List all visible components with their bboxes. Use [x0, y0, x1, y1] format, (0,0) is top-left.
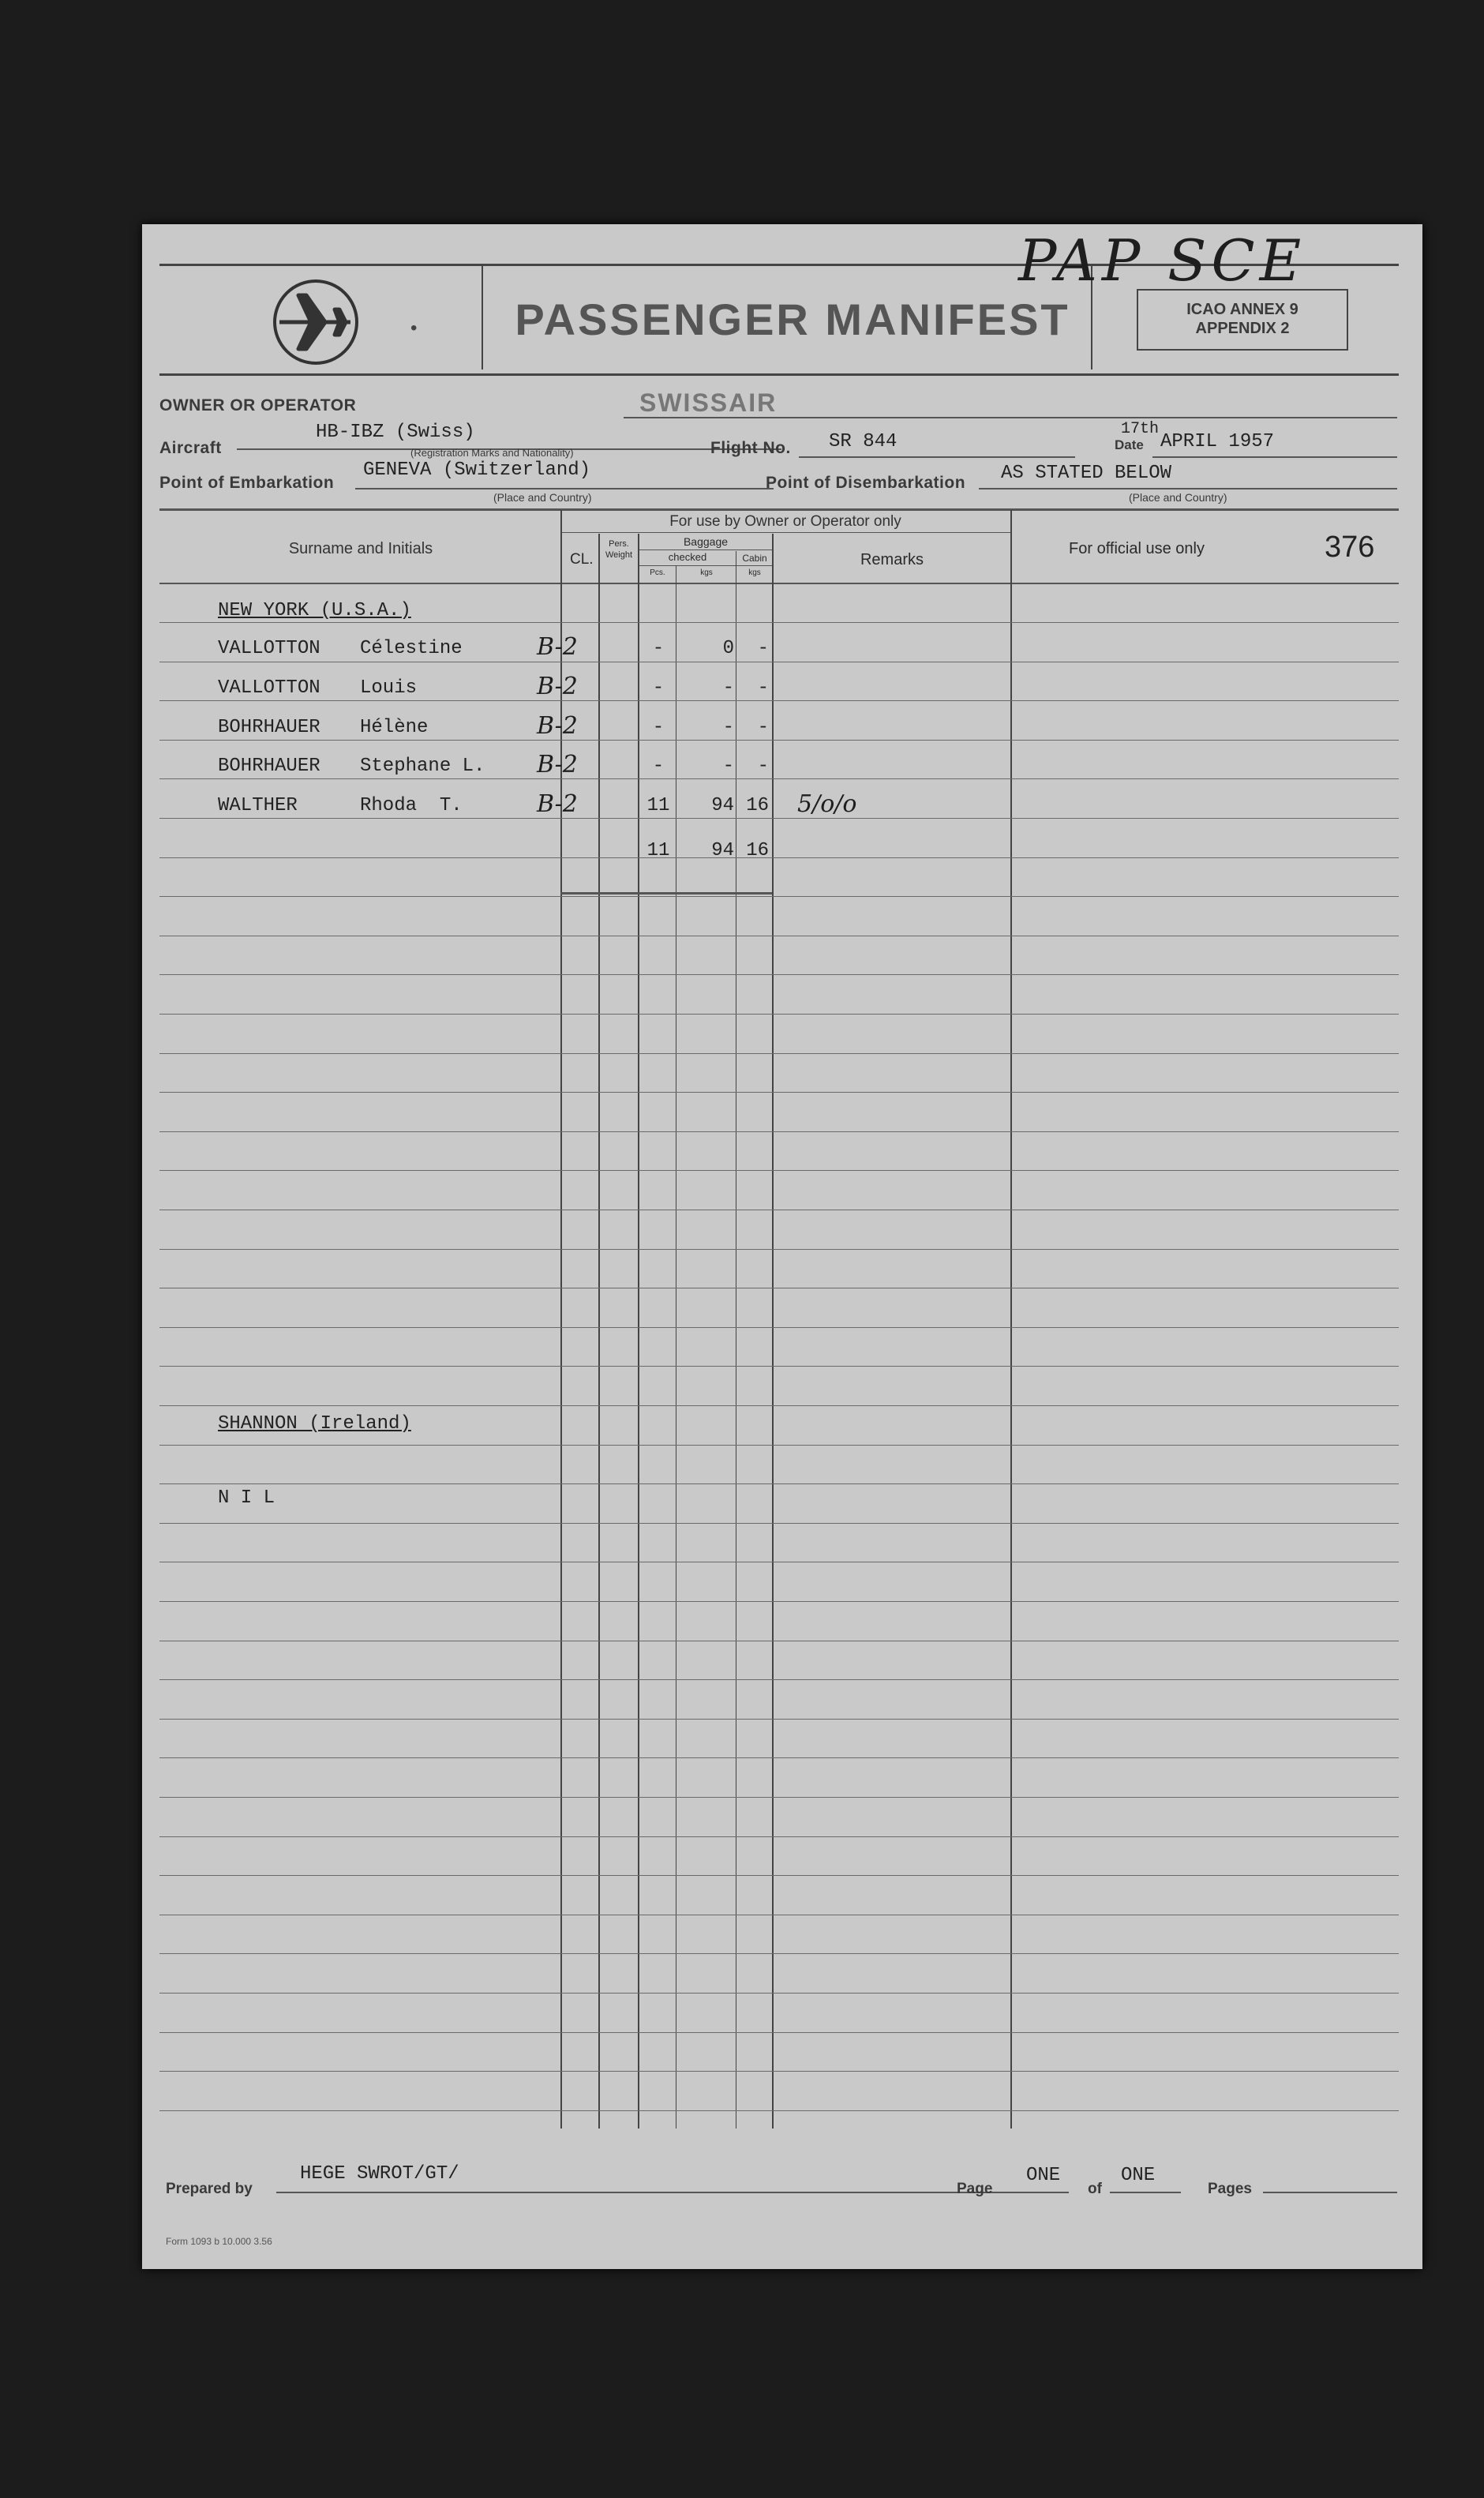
ruled-line — [159, 778, 1399, 779]
ruled-line — [159, 622, 1399, 623]
disembarkation-sublabel: (Place and Country) — [1129, 491, 1227, 504]
owner-label: OWNER OR OPERATOR — [159, 396, 357, 414]
ruled-line — [159, 1523, 1399, 1524]
aircraft-label: Aircraft — [159, 439, 222, 457]
ruled-line — [159, 1014, 1399, 1015]
ruled-line — [159, 1757, 1399, 1758]
flight-value: SR 844 — [829, 431, 898, 452]
ruled-line — [159, 1249, 1399, 1250]
header-pers-weight: Pers. Weight — [605, 539, 633, 560]
header-kgs: kgs — [700, 568, 713, 577]
passenger-surname: VALLOTTON — [218, 638, 320, 659]
date-value: APRIL 1957 — [1160, 431, 1275, 452]
cabin-kgs: 16 — [746, 795, 769, 816]
passenger-surname: BOHRHAUER — [218, 717, 320, 738]
airplane-icon — [272, 278, 360, 366]
cabin-kgs: - — [757, 756, 769, 777]
icao-annex: ICAO ANNEX 9 — [1186, 301, 1298, 318]
baggage-kgs: - — [722, 677, 734, 699]
ruled-line — [159, 1953, 1399, 1954]
of-value: ONE — [1121, 2165, 1156, 2186]
passenger-given-name: Hélène — [360, 717, 429, 738]
baggage-pcs: - — [652, 638, 665, 659]
disembarkation-value: AS STATED BELOW — [1001, 463, 1172, 484]
ruled-line — [159, 1797, 1399, 1798]
form-title: PASSENGER MANIFEST — [515, 294, 1070, 344]
embarkation-label: Point of Embarkation — [159, 474, 335, 492]
ruled-line — [159, 1131, 1399, 1132]
icao-appendix: APPENDIX 2 — [1195, 320, 1290, 337]
ruled-line — [159, 2032, 1399, 2033]
ruled-line — [159, 1875, 1399, 1876]
ruled-line — [159, 1170, 1399, 1171]
baggage-kgs: - — [722, 756, 734, 777]
passenger-given-name: Louis — [360, 677, 418, 699]
class-mark: B-2 — [537, 790, 578, 818]
ruled-line — [159, 1679, 1399, 1680]
manifest-sheet: • PASSENGER MANIFEST ICAO ANNEX 9 APPENDIX 2 PAP SCE OWNER OR OPERATOR SWISSAIR Aircraft HB-IBZ (Swiss) (Registration Marks and Nationality) Flight No. SR 844 17th Date APRIL 1957 Point of Embarkation GENEVA (Switzerland) (Place and Country) Point of Disembarkation AS STATED BELOW (Place and Country) Surname and Initials For use by Owner or Operator only CL. Pers. Weight Baggage checked Cabin Pcs. kgs kgs Remarks For official use only 376 NEW YORK (U.S.A.) VALLOTTON Célestine B-2 - 0 - VALLOTTON Louis B-2 - - - BOHRHAUER Hélène B-2 - - - BOHRHAUER Stephane L. B-2 - - - WALTHER Rhoda T. B-2 11 94 16 5/o/o 11 94 16 SHANNON (Ireland) N I L Prepared by HEGE SWROT/GT/ Page ONE of ONE Pages Form 1093 b 10.000 3.56 — [142, 224, 1422, 2269]
pages-label: Pages — [1208, 2181, 1252, 2197]
passenger-surname: WALTHER — [218, 795, 298, 816]
date-label: Date — [1115, 437, 1144, 452]
header-baggage: Baggage — [683, 535, 729, 548]
official-number: 376 — [1325, 531, 1375, 564]
class-mark: B-2 — [537, 751, 578, 778]
ruled-line — [159, 1601, 1399, 1602]
embarkation-sublabel: (Place and Country) — [493, 491, 592, 504]
cabin-kgs: - — [757, 717, 769, 738]
form-number: Form 1093 b 10.000 3.56 — [166, 2236, 272, 2247]
ruled-line — [159, 2071, 1399, 2072]
baggage-pcs: - — [652, 677, 665, 699]
passenger-given-name: Stephane L. — [360, 756, 485, 777]
ruled-line — [159, 1405, 1399, 1406]
ruled-line — [159, 1483, 1399, 1484]
airline-logo — [272, 278, 360, 366]
total-kgs: 94 — [711, 840, 734, 861]
ruled-line — [159, 1836, 1399, 1837]
ruled-line — [159, 896, 1399, 897]
of-label: of — [1088, 2181, 1102, 2197]
ruled-line — [159, 1327, 1399, 1328]
cabin-kgs: - — [757, 638, 769, 659]
icao-box — [1137, 289, 1348, 351]
header-official: For official use only — [1069, 540, 1205, 557]
flight-label: Flight No. — [710, 439, 791, 457]
total-pcs: 11 — [646, 840, 670, 861]
shannon-note: N I L — [218, 1487, 275, 1509]
header-cabin-kgs: kgs — [748, 568, 761, 577]
prepared-value: HEGE SWROT/GT/ — [300, 2163, 459, 2185]
header-cabin: Cabin — [742, 553, 767, 564]
ruled-line — [159, 818, 1399, 819]
baggage-kgs: 94 — [711, 795, 734, 816]
header-remarks: Remarks — [860, 551, 924, 568]
passenger-given-name: Célestine — [360, 638, 463, 659]
baggage-pcs: - — [652, 717, 665, 738]
baggage-pcs: 11 — [646, 795, 670, 816]
ruled-line — [159, 2110, 1399, 2111]
header-surname: Surname and Initials — [288, 540, 433, 557]
header-pcs: Pcs. — [650, 568, 665, 577]
passenger-given-name: Rhoda T. — [360, 795, 463, 816]
ruled-line — [159, 700, 1399, 701]
prepared-label: Prepared by — [166, 2181, 253, 2197]
ruled-line — [159, 974, 1399, 975]
owner-value: SWISSAIR — [639, 388, 778, 417]
total-cabin: 16 — [746, 840, 769, 861]
handwritten-marks: PAP SCE — [1018, 227, 1306, 294]
baggage-kgs: - — [722, 717, 734, 738]
page-label: Page — [957, 2181, 993, 2197]
embarkation-value: GENEVA (Switzerland) — [363, 459, 591, 481]
header-class: CL. — [570, 551, 594, 568]
ruled-line — [159, 1092, 1399, 1093]
header-checked: checked — [668, 551, 707, 563]
passenger-surname: VALLOTTON — [218, 677, 320, 699]
baggage-pcs: - — [652, 756, 665, 777]
table-top-rule — [159, 508, 1399, 511]
baggage-kgs: 0 — [722, 638, 734, 659]
class-mark: B-2 — [537, 673, 578, 700]
ruled-line — [159, 1053, 1399, 1054]
passenger-surname: BOHRHAUER — [218, 756, 320, 777]
ruled-line — [159, 1719, 1399, 1720]
class-mark: B-2 — [537, 633, 578, 661]
disembarkation-label: Point of Disembarkation — [766, 474, 966, 492]
destination-new-york: NEW YORK (U.S.A.) — [218, 600, 411, 621]
date-day: 17th — [1121, 420, 1160, 438]
page-value: ONE — [1026, 2165, 1061, 2186]
ruled-line — [159, 740, 1399, 741]
aircraft-value: HB-IBZ (Swiss) — [316, 422, 475, 443]
class-mark: B-2 — [537, 712, 578, 740]
remarks: 5/o/o — [797, 790, 857, 818]
cabin-kgs: - — [757, 677, 769, 699]
header-owner-use: For use by Owner or Operator only — [669, 513, 901, 530]
ruled-line — [159, 1366, 1399, 1367]
ruled-line — [159, 1993, 1399, 1994]
destination-shannon: SHANNON (Ireland) — [218, 1413, 411, 1435]
aircraft-sublabel: (Registration Marks and Nationality) — [410, 447, 574, 459]
ruled-line — [159, 857, 1399, 858]
ruled-line — [159, 1445, 1399, 1446]
